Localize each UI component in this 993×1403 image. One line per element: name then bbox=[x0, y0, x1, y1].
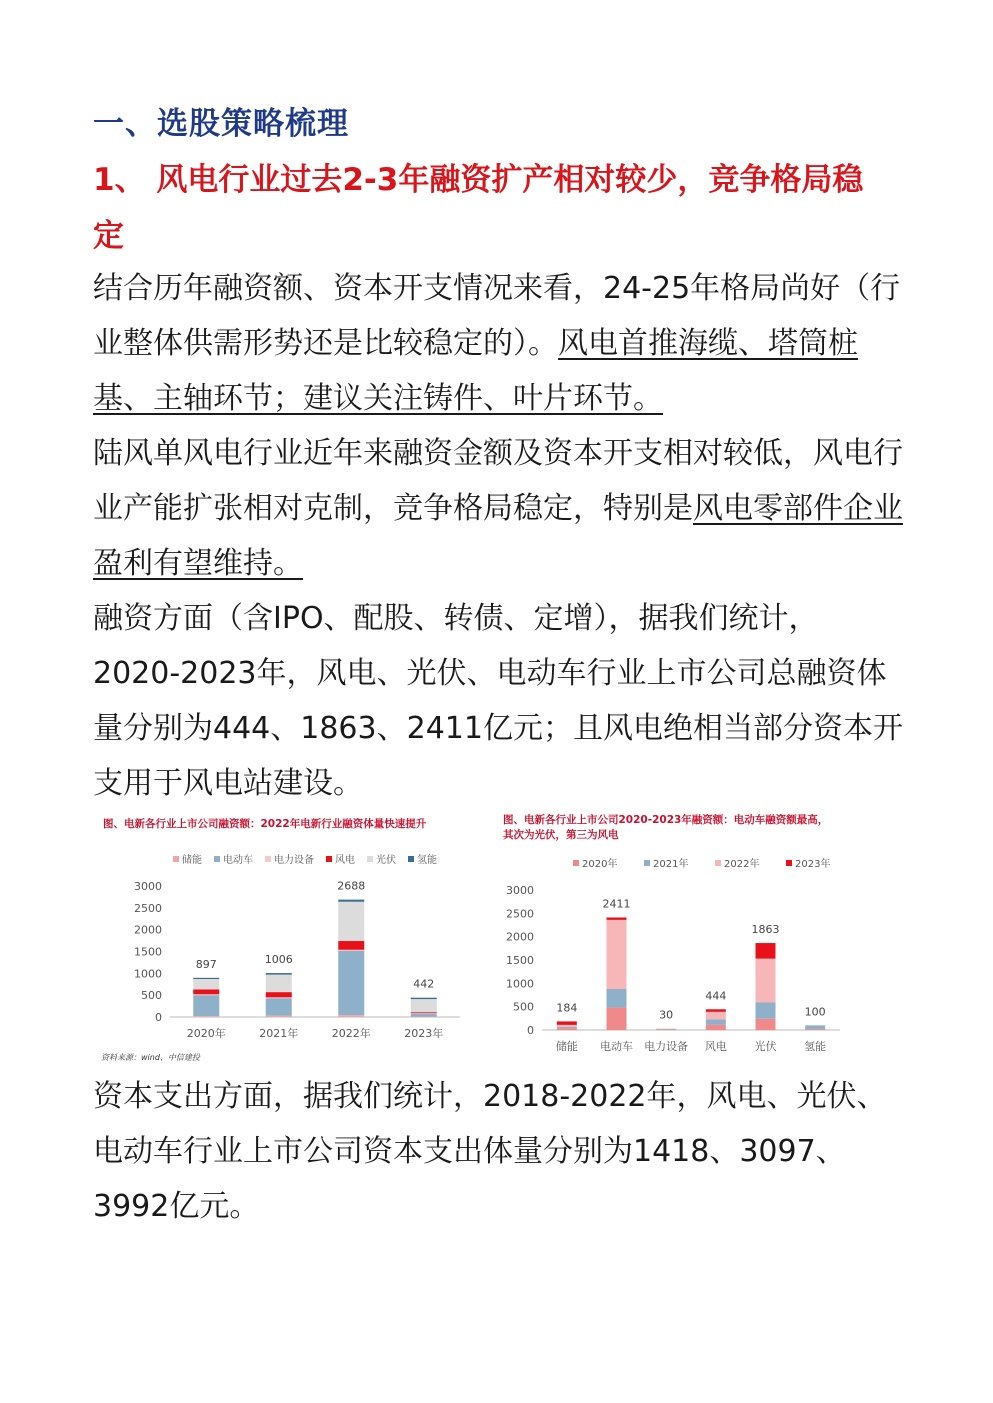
bar-segment bbox=[266, 997, 292, 998]
legend-label: 电力设备 bbox=[274, 855, 314, 866]
bar-segment bbox=[411, 998, 437, 999]
bar-segment bbox=[756, 1019, 776, 1030]
legend-swatch bbox=[367, 856, 373, 862]
bar-segment bbox=[706, 1012, 726, 1019]
bar-segment bbox=[193, 989, 219, 994]
y-tick-label: 2000 bbox=[506, 930, 534, 944]
bar-segment bbox=[706, 1009, 726, 1012]
bar-segment bbox=[338, 900, 364, 902]
legend-swatch bbox=[326, 856, 332, 862]
legend-swatch bbox=[573, 860, 579, 866]
legend-swatch bbox=[173, 856, 179, 862]
y-tick-label: 1500 bbox=[134, 945, 162, 959]
bar-segment bbox=[193, 979, 219, 989]
bar-segment bbox=[266, 992, 292, 997]
y-tick-label: 1000 bbox=[134, 967, 162, 981]
bar-segment bbox=[338, 951, 364, 1016]
legend-label: 储能 bbox=[182, 855, 202, 866]
bar-segment bbox=[193, 994, 219, 995]
y-tick-label: 2500 bbox=[506, 907, 534, 921]
x-tick-label: 风电 bbox=[704, 1040, 727, 1053]
paragraph-3-text: 融资方面（含IPO、配股、转债、定增），据我们统计，2020-2023年，风电、光伏、电动车行业上市公司总融资体量分别为444、1863、2411亿元；且风电绝相当部分资本开支用于风电站建设。 bbox=[93, 601, 903, 801]
bar-segment bbox=[706, 1025, 726, 1030]
bar-segment bbox=[656, 1029, 676, 1030]
section-heading: 一、选股策略梳理 bbox=[93, 106, 349, 142]
paragraph-2-underlined: 风电零部件企业盈利有望维持。 bbox=[93, 491, 903, 581]
legend-swatch bbox=[408, 856, 414, 862]
legend-label: 2021年 bbox=[653, 859, 689, 870]
bar-segment bbox=[266, 975, 292, 992]
paragraph-4 bbox=[93, 1069, 903, 1234]
bar-segment bbox=[557, 1025, 577, 1027]
legend-label: 2022年 bbox=[724, 859, 760, 870]
bar-segment bbox=[193, 1016, 219, 1017]
bar-segment bbox=[411, 1012, 437, 1013]
bar-segment bbox=[557, 1028, 577, 1030]
y-tick-label: 500 bbox=[513, 1000, 534, 1014]
legend-label: 电动车 bbox=[223, 855, 253, 866]
bar-total-label: 2411 bbox=[602, 897, 631, 911]
paragraph-2 bbox=[93, 426, 903, 591]
chart-title: 其次为光伏，第三为风电 bbox=[503, 829, 619, 841]
chart-title: 图、电新各行业上市公司2020-2023年融资额：电动车融资额最高， bbox=[503, 814, 829, 826]
y-tick-label: 1000 bbox=[506, 977, 534, 991]
legend-label: 光伏 bbox=[376, 855, 396, 866]
bar-segment bbox=[607, 917, 627, 919]
bar-segment bbox=[411, 1017, 437, 1018]
bar-segment bbox=[266, 998, 292, 1015]
legend-label: 风电 bbox=[335, 855, 355, 866]
bar-segment bbox=[756, 1002, 776, 1018]
bar-total-label: 1863 bbox=[751, 923, 780, 937]
x-tick-label: 2021年 bbox=[259, 1027, 299, 1040]
y-tick-label: 3000 bbox=[506, 884, 534, 897]
bar-segment bbox=[557, 1021, 577, 1024]
y-tick-label: 2000 bbox=[134, 923, 162, 937]
bar-total-label: 2688 bbox=[337, 879, 366, 893]
y-tick-label: 500 bbox=[141, 989, 162, 1003]
bar-segment bbox=[411, 999, 437, 1012]
bar-segment bbox=[411, 1013, 437, 1014]
bar-segment bbox=[656, 1029, 676, 1030]
bar-segment bbox=[805, 1025, 825, 1029]
chart-title: 图、电新各行业上市公司融资额：2022年电新行业融资体量快速提升 bbox=[103, 818, 427, 830]
financing-by-year-chart bbox=[95, 812, 485, 1067]
paragraph-1-underlined: 风电首推海缆、塔筒桩基、主轴环节；建议关注铸件、叶片环节。 bbox=[93, 326, 858, 416]
bar-total-label: 444 bbox=[705, 989, 727, 1003]
bar-total-label: 184 bbox=[556, 1001, 578, 1015]
bar-segment bbox=[193, 978, 219, 979]
legend-swatch bbox=[786, 860, 792, 866]
paragraph-1-text: 结合历年融资额、资本开支情况来看，24-25年格局尚好（行业整体供需形势还是比较稳定的）。 bbox=[93, 271, 901, 361]
legend-label: 氢能 bbox=[417, 855, 437, 866]
legend-swatch bbox=[265, 856, 271, 862]
bar-segment bbox=[607, 920, 627, 989]
bar-segment bbox=[607, 989, 627, 1008]
bar-segment bbox=[706, 1019, 726, 1025]
y-tick-label: 3000 bbox=[134, 880, 162, 893]
x-tick-label: 光伏 bbox=[754, 1040, 777, 1053]
x-tick-label: 2023年 bbox=[404, 1027, 444, 1040]
bar-segment bbox=[266, 1016, 292, 1017]
chart-source: 资料来源：wind、中信建投 bbox=[101, 1053, 200, 1062]
legend-swatch bbox=[214, 856, 220, 862]
bar-segment bbox=[411, 1014, 437, 1017]
y-tick-label: 0 bbox=[155, 1011, 162, 1024]
bar-total-label: 442 bbox=[413, 977, 435, 991]
x-tick-label: 氢能 bbox=[804, 1040, 827, 1053]
bar-total-label: 100 bbox=[804, 1005, 826, 1019]
bar-segment bbox=[607, 1008, 627, 1030]
financing-by-sector-chart bbox=[497, 808, 872, 1063]
bar-total-label: 897 bbox=[195, 957, 217, 971]
x-tick-label: 电动车 bbox=[600, 1040, 633, 1053]
bar-segment bbox=[266, 973, 292, 975]
bar-segment bbox=[338, 941, 364, 950]
paragraph-2-text: 陆风单风电行业近年来融资金额及资本开支相对较低，风电行业产能扩张相对克制，竞争格局稳定，特别是 bbox=[93, 436, 903, 526]
bar-segment bbox=[557, 1027, 577, 1028]
subsection-heading: 1、 风电行业过去2-3年融资扩产相对较少，竞争格局稳定 bbox=[93, 162, 864, 254]
paragraph-4-text: 资本支出方面，据我们统计，2018-2022年，风电、光伏、电动车行业上市公司资本支出体量分别为1418、3097、3992亿元。 bbox=[93, 1079, 887, 1224]
legend-label: 2020年 bbox=[582, 859, 618, 870]
bar-segment bbox=[656, 1030, 676, 1031]
bar-segment bbox=[338, 902, 364, 941]
paragraph-1 bbox=[93, 261, 903, 426]
x-tick-label: 2020年 bbox=[186, 1027, 226, 1040]
bar-segment bbox=[805, 1029, 825, 1030]
bar-segment bbox=[756, 943, 776, 959]
y-tick-label: 1500 bbox=[506, 954, 534, 967]
bar-segment bbox=[338, 1015, 364, 1017]
legend-label: 2023年 bbox=[795, 859, 831, 870]
y-tick-label: 2500 bbox=[134, 901, 162, 915]
bar-segment bbox=[756, 959, 776, 1003]
x-tick-label: 2022年 bbox=[331, 1027, 371, 1040]
y-tick-label: 0 bbox=[527, 1024, 534, 1037]
bar-total-label: 30 bbox=[659, 1008, 674, 1022]
bar-total-label: 1006 bbox=[264, 953, 293, 967]
bar-segment bbox=[193, 995, 219, 1016]
legend-swatch bbox=[715, 860, 721, 866]
x-tick-label: 电力设备 bbox=[644, 1040, 689, 1053]
paragraph-3 bbox=[93, 591, 903, 811]
x-tick-label: 储能 bbox=[555, 1040, 578, 1053]
bar-segment bbox=[338, 950, 364, 951]
legend-swatch bbox=[644, 860, 650, 866]
